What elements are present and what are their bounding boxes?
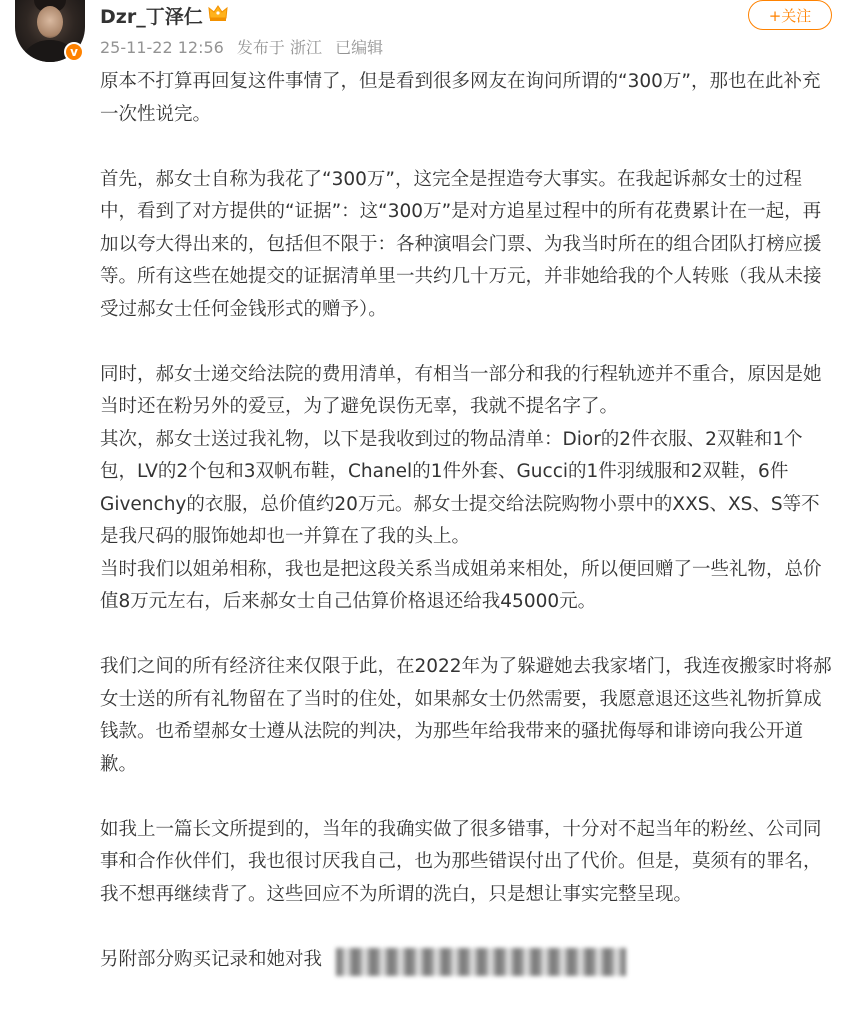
paragraph-gap: [100, 619, 834, 652]
crown-icon[interactable]: [208, 4, 228, 22]
avatar-face: [37, 6, 63, 38]
paragraph: 其次，郝女士送过我礼物，以下是我收到过的物品清单：Dior的2件衣服、2双鞋和1个包，LV的2个包和3双帆布鞋，Chanel的1件外套、Gucci的1件羽绒服和2双鞋，6件Givenchy的衣服，总价值约20万元。郝女士提交给法院购物小票中的XXS、XS、S等不是我尺码的服饰她却也一并算在了我的头上。: [100, 428, 820, 547]
paragraph: 我们之间的所有经济往来仅限于此，在2022年为了躲避她去我家堵门，我连夜搬家时将郝女士送的所有礼物留在了当时的住处，如果郝女士仍然需要，我愿意退还这些礼物折算成钱款。也希望郝女士遵从法院的判决，为那些年给我带来的骚扰侮辱和诽谤向我公开道歉。: [100, 656, 832, 775]
blurred-text: [336, 948, 626, 976]
v-badge-icon: v: [64, 42, 84, 62]
post-timestamp[interactable]: 25-11-22 12:56: [100, 38, 224, 57]
paragraph: 首先，郝女士自称为我花了“300万”，这完全是捏造夸大事实。在我起诉郝女士的过程中，看到了对方提供的“证据”：这“300万”是对方追星过程中的所有花费累计在一起，再加以夸大得出来的，包括但不限于：各种演唱会门票、为我当时所在的组合团队打榜应援等。所有这些在她提交的证据清单里一共约几十万元，并非她给我的个人转账（我从未接受过郝女士任何金钱形式的赠予）。: [100, 168, 822, 320]
paragraph: 另附部分购买记录和她对我: [100, 948, 323, 970]
paragraph: 如我上一篇长文所提到的，当年的我确实做了很多错事，十分对不起当年的粉丝、公司同事和合作伙伴们，我也很讨厌我自己，也为那些错误付出了代价。但是，莫须有的罪名，我不想再继续背了。这些回应不为所谓的洗白，只是想让事实完整呈现。: [100, 818, 822, 905]
follow-button[interactable]: +关注: [748, 0, 832, 30]
paragraph: 原本不打算再回复这件事情了，但是看到很多网友在询问所谓的“300万”，那也在此补充一次性说完。: [100, 71, 821, 125]
paragraph-gap: [100, 911, 834, 944]
truncated-line: [100, 944, 834, 977]
paragraph: 同时，郝女士递交给法院的费用清单，有相当一部分和我的行程轨迹并不重合，原因是她当时还在粉另外的爱豆，为了避免误伤无辜，我就不提名字了。: [100, 363, 822, 417]
paragraph-gap: [100, 131, 834, 164]
post-meta: [100, 35, 391, 58]
paragraph: 当时我们以姐弟相称，我也是把这段关系当成姐弟来相处，所以便回赠了一些礼物，总价值8万元左右，后来郝女士自己估算价格退还给我45000元。: [100, 558, 822, 612]
username[interactable]: Dzr_丁泽仁: [100, 6, 203, 28]
post-location: 发布于 浙江: [236, 38, 323, 57]
paragraph-gap: [100, 781, 834, 814]
bottom-fade: [0, 983, 854, 1023]
edited-label[interactable]: 已编辑: [335, 38, 384, 57]
paragraph-gap: [100, 326, 834, 359]
post-content: [100, 66, 834, 976]
